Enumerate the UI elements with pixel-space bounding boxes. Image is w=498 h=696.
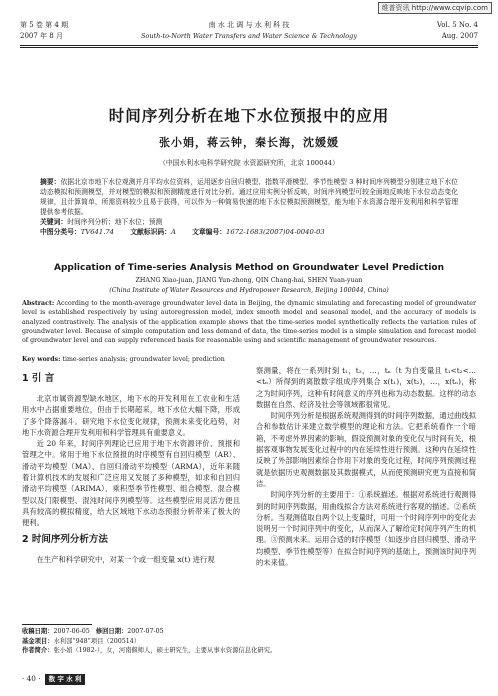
header-journal [20,20,478,42]
art-label: 文章编号： [192,228,227,236]
section-label: 数 字 水 利 [45,674,86,685]
header-journal-cn: 南 水 北 调 与 水 利 科 技 [208,21,290,29]
body-paragraph: 察测量，将在一系列时刻 t₁，t₂，…，tₙ（t 为自变量且 t₁<t₂<…<tₙ）所得到的离散数字组成序列集合 x(t₁)，x(t₂)，…，x(tₙ)，称之为时间序列，这种有时间意义的序列也称为动态数据。这样的动态数据在自然、经济及社会等领域都很常见。 [256,366,476,409]
watermark: 维普资讯 http://www.cqvip.com [378,2,492,14]
body-column-left [22,368,240,565]
page-footer [22,672,112,686]
revised-label: 修回日期： [95,628,128,635]
header-journal-en: South-to-North Water Transfers and Water Science & Technology [140,32,358,40]
keywords-label: 关键词： [40,218,68,226]
footnote [22,627,302,656]
body-paragraph: 在生产和科学研究中，对某一个或一组变量 x(t) 进行观 [36,554,215,564]
received-label: 收稿日期： [22,628,54,635]
page-number: · 40 · [22,674,41,683]
revised-date: 2007-07-05 [127,628,164,635]
header-date: 2007 年 8 月 [20,32,63,40]
body-paragraph: 时间序列分析的主要用于：①系统描述。根据对系统进行观测得到的时间序列数据，用曲线拟合方法对系统进行客观的描述。②系统分析。当观测值取自两个以上变量时，可用一个时间序列中的变化去说明另一个时间序列中的变化，从而深入了解给定时间序列产生的机理。③预测未来。运用合适的时序模型（如逐步自回归模型、滑动平均模型、季节性模型等）在拟合时间序列的基础上，预测该时间序列的未来值。 [256,490,476,568]
abstract-en [22,299,476,345]
doc-label: 文献标识码： [130,228,171,236]
header-volume-en [437,20,478,42]
footnote-rule [22,624,92,625]
header-rule-2 [20,47,478,48]
doc-code [130,228,176,236]
keywords-en-text: time-series analysis; groundwater level; prediction [62,356,225,363]
paper-authors: 张小娟，蒋云钟，秦长海，沈媛媛 [159,136,339,149]
abstract-en-text: According to the month-average groundwater level data in Beijing, the dynamic simulating and forecasting model of groundwater level is established respectively by using autoregression model, index smooth model and seasonal model, and the accuracy of models is analyzed contrastively. The analysis of the application example shows that the time-series model synthetically reflects the variation rules of groundwater level. Because of simple computation and less demand of data, the time-series model is a simple simulation and forecast model of groundwater level and can supply referenced basis for reasonable using and scientific management of groundwater resources. [22,300,476,345]
received-date: 2007-06-05 [53,628,90,635]
section-heading-intro: 1 引 言 [22,373,55,384]
abstract-label: 摘要： [40,178,61,186]
footnote-author [22,646,302,656]
abstract-text: 依据北京市地下水位观测并月平均水位资料，运用逐步自回归模型、指数平滑模型、季节性模型 3 种时间序列模型分别建立地下水位动态模拟和预测模型，并对模型的模拟和预测精度进行对比分析。通过应用实例分析反映，时间序列模型可较全面地反映地下水位动态变化规律，且计算简单，所需资料较少且易于获得，可以作为一种简易快速的地下水位模拟预测模型，能为地下水资源合理开发利用和科学管理提供参考依据。 [40,178,458,216]
fund-text: 水利部“948”项目（200514） [53,637,141,645]
header-rule [20,45,478,46]
author-bio-label: 作者简介： [22,647,54,654]
clc-number [40,228,114,236]
title-en: Application of Time-series Analysis Method on Groundwater Level Prediction [53,263,444,273]
footnote-dates [22,627,302,637]
fund-label: 基金项目： [22,637,54,645]
authors-en: ZHANG Xiao-juan, JIANG Yun-zhong, QIN Chang-hai, SHEN Yuan-yuan [135,277,363,284]
doc-value: A [170,228,176,236]
abstract-en-label: Abstract: [22,300,55,307]
header-volume-issue: 第 5 卷 第 4 期 [20,21,69,29]
section-heading-method: 2 时间序列分析方法 [22,533,108,545]
body-paragraph: 近 20 年来，时间序列理论已应用于地下水资源评价、预报和管理之中。常用于地下水位预报的时序模型有自回归模型（AR）、滑动平均模型（MA）、自回归滑动平均模型（ARMA），近年来随着计算机技术的发展和广泛应用又发展了多种模型，如求和自回归滑动平均模型（ARIMA）、乘积型季节性模型、组合模型、混合模型以及门限模型、混沌时间序列模型等。这些模型应用灵活方便且具有较高的模拟精度，给大区域地下水动态预报分析带来了极大的便利。 [22,439,240,528]
header-date-en: Aug. 2007 [441,32,478,40]
art-value: 1672-1683(2007)04-0040-03 [226,228,325,236]
paper-affiliation: （中国水利水电科学研究院 水资源研究所，北京 100044） [159,159,339,167]
running-header [20,20,478,46]
header-vol-no: Vol. 5 No. 4 [436,21,478,29]
keywords-text: 时间序列分析；地下水位；预测 [67,218,163,226]
keywords-en [22,355,476,364]
author-bio-text: 张小娟（1982-），女，河南偃师人，硕士研究生，主要从事水资源信息化研究。 [53,647,277,654]
clc-value: TV641.74 [80,228,115,236]
keywords-en-label: Key words: [22,356,61,363]
abstract-cn [40,177,458,217]
classification-row [40,227,458,237]
abstract-cn-block [40,177,458,237]
keywords-cn [40,217,458,227]
affiliation-en: (China Institute of Water Resources and Hydropower Research, Beijing 100044, China) [109,287,389,294]
body-paragraph: 北京市属资源型缺水地区，地下水的开发利用在工农业和生活用水中占据重要地位，但由于长期超采，地下水位大幅下降，形成了多个降落漏斗。研究地下水位变化规律，预测未来变化趋势，对地下水资源合理开发利用和科学管理具有重要意义。 [22,394,240,437]
clc-label: 中图分类号： [40,228,81,236]
footnote-fund [22,637,302,647]
paper-title: 时间序列分析在地下水位预报中的应用 [108,107,390,125]
body-paragraph: 时间序列分析是根据系统观测得到的时间序列数据，通过曲线拟合和参数估计来建立数学模型的理论和方法。它把系统看作一个暗箱，不考虑外界因素的影响，假设预测对象的变化仅与时间有关，根据客观事物发展变化过程中的内在延续性进行预测。这种内在延续性反映了外部影响因素综合作用下对象的变化过程，时间序列预测过程就是依据历史观测数据及其数据模式，从而使预测研究更为直接和简洁。 [256,411,476,488]
article-number [192,228,325,236]
body-column-right [256,365,476,568]
